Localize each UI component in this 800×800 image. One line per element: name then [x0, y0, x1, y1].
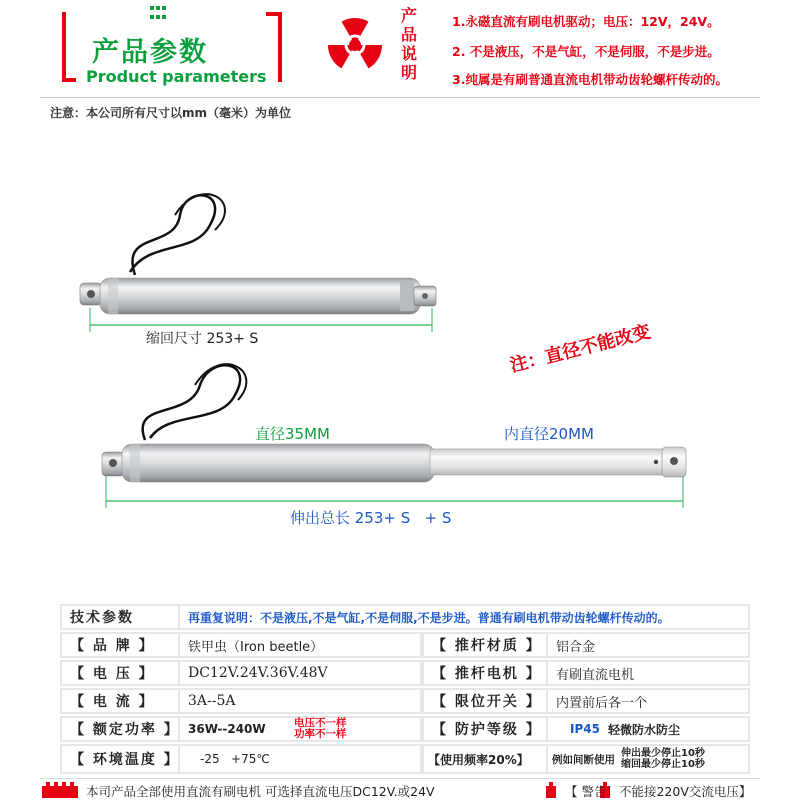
- spec-value-temperature: -25 +75℃: [180, 746, 420, 772]
- spec-duty-note-2: 缩回最少停止10秒: [621, 759, 705, 770]
- spec-header-label: 技术参数: [62, 606, 178, 628]
- castle-icon-right: [546, 782, 556, 798]
- retracted-length-label: 缩回尺寸 253+ S: [146, 331, 259, 347]
- spec-row-3: [60, 688, 750, 714]
- spec-value-protection: [548, 718, 748, 740]
- page-subtitle: Product parameters: [86, 67, 267, 86]
- title-bracket-top-right: [266, 12, 282, 16]
- actuator-diagram: [0, 140, 800, 540]
- spec-header-row: [60, 604, 750, 630]
- extended-actuator: [102, 364, 686, 508]
- extended-length-label: 伸出总长 253+ S + S: [290, 509, 452, 527]
- header-divider: [40, 97, 760, 98]
- retracted-actuator: [80, 194, 436, 332]
- unit-note: 注意：本公司所有尺寸以mm（毫米）为单位: [50, 106, 292, 120]
- spec-row-5: [60, 744, 750, 774]
- spec-value-ip-desc: 轻微防水防尘: [607, 722, 680, 737]
- description-line-1: 1.永磁直流有刷电机驱动；电压：12V，24V。: [452, 14, 720, 29]
- spec-value-motor: 有刷直流电机: [548, 662, 748, 684]
- spec-value-brand: 铁甲虫（Iron beetle）: [180, 634, 420, 656]
- spec-value-duty-example: 例如间断使用: [552, 753, 615, 766]
- spec-label-voltage: 【 电 压 】: [62, 662, 178, 684]
- spec-value-power-text: 36W--240W: [188, 722, 266, 736]
- footer-warning: 【 警告！不能接220V交流电压】: [565, 784, 752, 799]
- spec-row-4: [60, 716, 750, 742]
- diameter-note: 注：直径不能改变: [507, 321, 653, 377]
- inner-diameter-label: 内直径20MM: [504, 425, 594, 443]
- spec-row-2: [60, 660, 750, 686]
- page-title: 产品参数: [92, 37, 208, 68]
- spec-label-current: 【 电 流 】: [62, 690, 178, 712]
- spec-power-note-2: 功率不一样: [294, 728, 347, 740]
- spec-value-limit-switch: 内置前后各一个: [548, 690, 748, 712]
- title-dots: [150, 6, 166, 22]
- spec-value-duty-cycle: [548, 746, 748, 772]
- product-description-label: 产品说明: [400, 6, 417, 82]
- spec-label-protection: 【 防护等级 】: [424, 718, 546, 740]
- spec-label-duty-cycle: 【使用频率20%】: [424, 746, 546, 772]
- title-bracket-left: [62, 12, 72, 82]
- description-line-2: 2. 不是液压，不是气缸，不是伺服，不是步进。: [452, 44, 720, 59]
- outer-diameter-label: 直径35MM: [255, 425, 330, 443]
- spec-label-temperature: 【 环境温度 】: [62, 746, 178, 772]
- spec-label-material: 【 推杆材质 】: [424, 634, 546, 656]
- title-bracket-right: [272, 12, 282, 82]
- spec-value-material: 铝合金: [548, 634, 748, 656]
- footer-text: 本司产品全部使用直流有刷电机 可选择直流电压DC12V.或24V: [86, 784, 435, 799]
- spec-label-motor: 【 推杆电机 】: [424, 662, 546, 684]
- spec-power-note-1: 电压不一样: [294, 717, 347, 729]
- title-bracket-bottom-left: [62, 78, 76, 82]
- spec-label-power: 【 额定功率 】: [62, 718, 178, 740]
- spec-value-ip: IP45: [570, 722, 600, 736]
- spec-header-note: 再重复说明：不是液压,不是气缸,不是伺服,不是步进。普通有刷电机带动齿轮螺杆传动的。: [180, 606, 748, 628]
- spec-duty-note-1: 伸出最少停止10秒: [621, 748, 705, 759]
- spec-value-current: 3A--5A: [180, 690, 420, 712]
- description-line-3: 3.纯属是有刷普通直流电机带动齿轮螺杆传动的。: [452, 72, 728, 87]
- radiation-icon: [322, 12, 388, 78]
- spec-label-limit-switch: 【 限位开关 】: [424, 690, 546, 712]
- spec-value-power: [180, 718, 420, 740]
- spec-value-voltage: DC12V.24V.36V.48V: [180, 662, 420, 684]
- spec-label-brand: 【 品 牌 】: [62, 634, 178, 656]
- spec-row-1: [60, 632, 750, 658]
- castle-icon-left: [42, 782, 78, 798]
